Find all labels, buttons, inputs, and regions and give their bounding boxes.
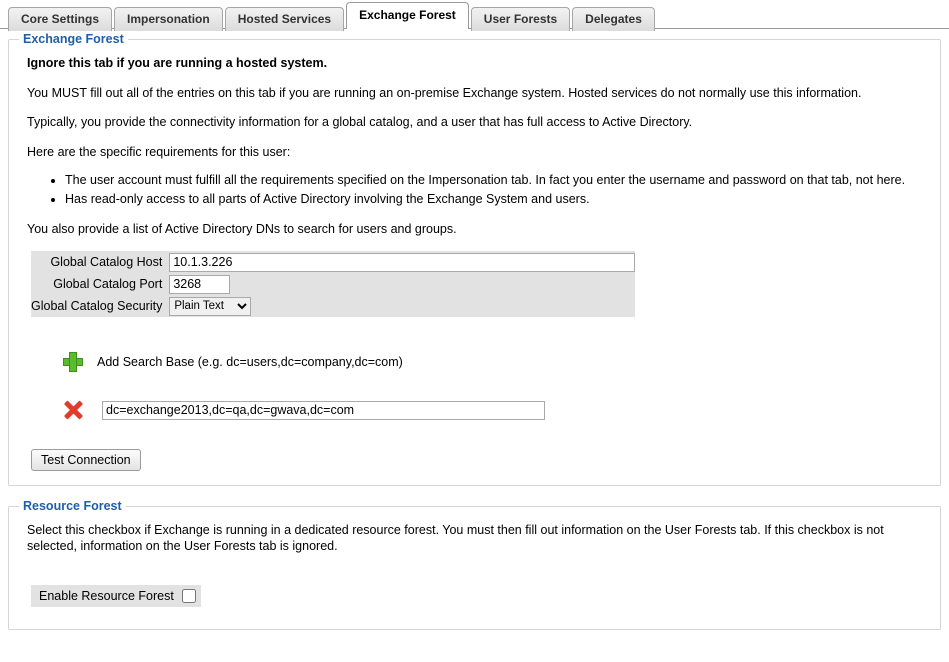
global-catalog-port-label: Global Catalog Port — [53, 277, 163, 292]
global-catalog-security-label: Global Catalog Security — [31, 299, 163, 314]
enable-resource-forest-checkbox[interactable] — [182, 589, 196, 603]
exchange-forest-paragraph-2: Typically, you provide the connectivity information for a global catalog, and a user that has full access to Active Directory. — [27, 115, 693, 130]
resource-forest-description: Select this checkbox if Exchange is running in a dedicated resource forest. You must then fill out information on the User Forests tab. If this checkbox is not selected, information on the User Forests tab is ignored. — [27, 523, 884, 553]
exchange-forest-panel — [8, 32, 941, 486]
tab-core-settings[interactable]: Core Settings — [8, 7, 112, 31]
global-catalog-form — [31, 251, 635, 317]
tab-content-exchange-forest — [0, 32, 949, 630]
global-catalog-security-row — [31, 295, 635, 317]
search-base-row — [63, 399, 930, 421]
remove-icon[interactable] — [63, 400, 83, 420]
global-catalog-host-label: Global Catalog Host — [50, 255, 163, 270]
requirement-item: • Has read-only access to all parts of Active Directory involving the Exchange System and users. — [65, 190, 930, 208]
exchange-forest-paragraph-1: You MUST fill out all of the entries on this tab if you are running an on-premise Exchange system. Hosted services do not normally use this information. — [27, 85, 862, 100]
tab-hosted-services[interactable]: Hosted Services — [225, 7, 344, 31]
global-catalog-port-input[interactable] — [169, 275, 230, 294]
resource-forest-panel — [8, 499, 941, 629]
enable-resource-forest-row[interactable] — [31, 585, 201, 607]
add-search-base-row[interactable] — [63, 351, 930, 373]
tab-bar — [0, 0, 949, 29]
tab-exchange-forest[interactable]: Exchange Forest — [346, 2, 469, 29]
tab-delegates[interactable]: Delegates — [572, 7, 655, 31]
test-connection-button[interactable]: Test Connection — [31, 449, 141, 471]
global-catalog-port-row — [31, 273, 635, 295]
global-catalog-host-cell — [169, 251, 635, 273]
exchange-forest-paragraph-3: Here are the specific requirements for this user: — [27, 144, 291, 159]
resource-forest-title: Resource Forest — [19, 499, 126, 513]
global-catalog-host-row — [31, 251, 635, 273]
test-connection-wrapper — [31, 449, 930, 471]
exchange-forest-warning: Ignore this tab if you are running a hosted system. — [27, 56, 328, 70]
global-catalog-security-cell — [169, 295, 635, 317]
requirement-item: • The user account must fulfill all the requirements specified on the Impersonation tab. In fact you enter the username and password on that tab, not here. — [65, 171, 930, 189]
tab-user-forests[interactable]: User Forests — [471, 7, 570, 31]
add-search-base-label: Add Search Base (e.g. dc=users,dc=company,dc=com) — [97, 355, 403, 370]
search-base-input[interactable] — [102, 401, 545, 420]
exchange-forest-paragraph-4: You also provide a list of Active Directory DNs to search for users and groups. — [27, 221, 457, 236]
enable-resource-forest-label: Enable Resource Forest — [39, 588, 174, 603]
global-catalog-port-cell — [169, 273, 635, 295]
requirements-list — [19, 171, 930, 208]
global-catalog-host-input[interactable] — [169, 253, 635, 272]
tab-impersonation[interactable]: Impersonation — [114, 7, 223, 31]
add-icon[interactable] — [63, 352, 83, 372]
exchange-forest-title: Exchange Forest — [19, 32, 128, 46]
global-catalog-security-select[interactable] — [169, 297, 251, 316]
